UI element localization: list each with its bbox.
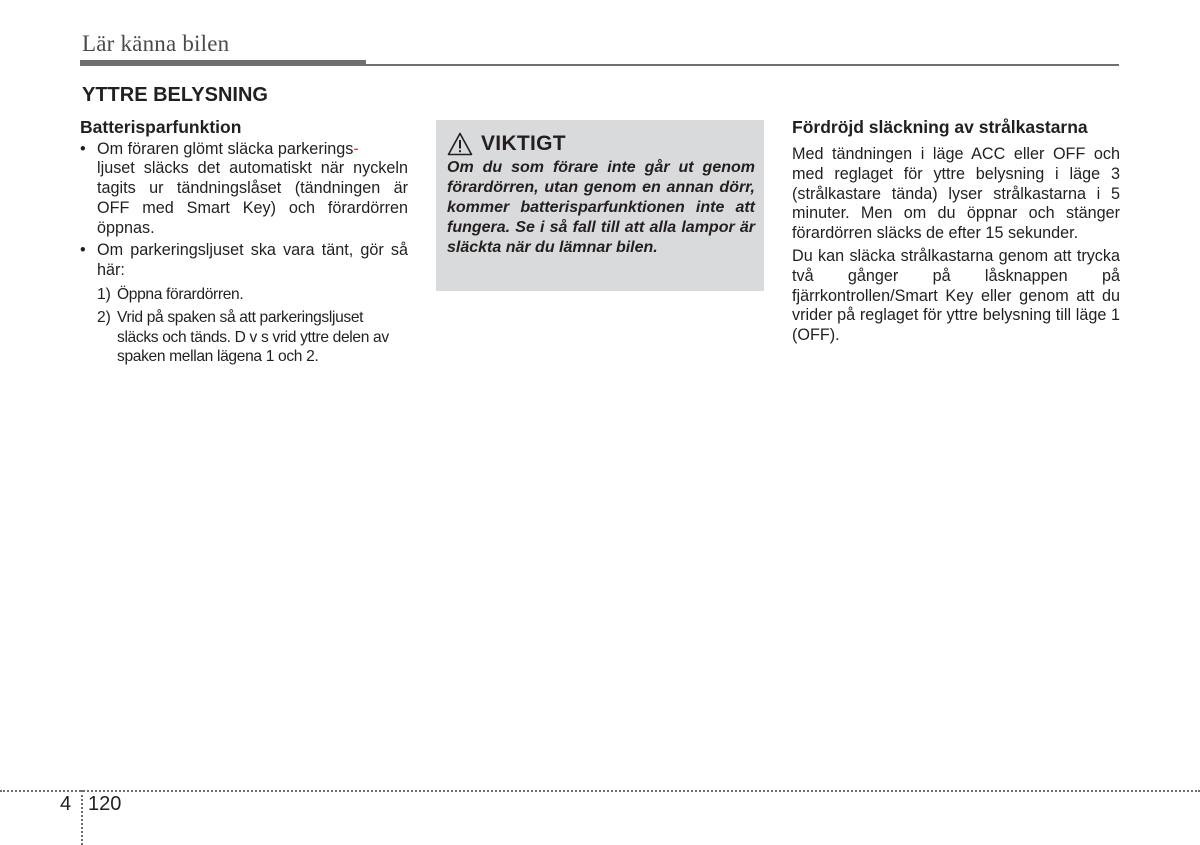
- right-column: [792, 117, 1120, 346]
- header-rule-thin: [366, 64, 1119, 66]
- footer-dotted-rule: [0, 790, 1200, 792]
- step-item: [80, 285, 408, 305]
- hyphen-mark: -: [353, 139, 359, 158]
- paragraph: Med tändningen i läge ACC eller OFF och med reglaget för yttre belysning i läge 3 (strålkastare tända) lyser strålkastarna i 5 minuter. Men om du öppnar och stänger förardörren släcks de efter 15 sekunder.: [792, 145, 1120, 243]
- bullet-text-cont: ljuset släcks det automatiskt när nyckeln tagits ur tändningslåset (tändningen är OFF med Smart Key) och förardörren öppnas.: [97, 159, 408, 237]
- left-column: [80, 117, 408, 367]
- bullet-marker: •: [80, 241, 86, 260]
- warning-box: [436, 120, 764, 291]
- bullet-item: [80, 241, 408, 281]
- header-rule-thick: [80, 60, 366, 66]
- footer-page-number: 120: [88, 793, 122, 815]
- step-number: 1): [97, 286, 111, 304]
- chapter-title: Lär känna bilen: [82, 31, 230, 56]
- battery-saver-heading: Batterisparfunktion: [80, 117, 242, 137]
- warning-title-row: [447, 130, 755, 157]
- bullet-text: Om parkeringsljuset ska vara tänt, gör så här:: [97, 241, 408, 280]
- paragraph: Du kan släcka strålkastarna genom att trycka två gånger på låsknappen på fjärrkontrollen/Smart Key eller genom att du vrider på reglaget för yttre belysning till läge 1 (OFF).: [792, 246, 1120, 345]
- step-item: [80, 308, 408, 367]
- step-text: Öppna förardörren.: [117, 286, 244, 304]
- bullet-text: Om föraren glömt släcka parkerings: [97, 139, 354, 158]
- section-title: YTTRE BELYSNING: [82, 84, 268, 106]
- step-text: Vrid på spaken så att parkeringsljuset släcks och tänds. D v s vrid yttre delen av spaken mellan lägena 1 och 2.: [117, 308, 389, 366]
- warning-title: VIKTIGT: [481, 131, 566, 155]
- bullet-marker: •: [80, 139, 86, 158]
- warning-text: Om du som förare inte går ut genom förardörren, utan genom en annan dörr, kommer batterisparfunktionen inte att fungera. Se i så fall till att alla lampor är släckta när du lämnar bilen.: [447, 159, 755, 256]
- footer-dotted-divider: [81, 790, 83, 845]
- footer-chapter-number: 4: [60, 793, 72, 815]
- step-number: 2): [97, 308, 111, 326]
- warning-triangle-icon: [447, 132, 473, 156]
- bullet-item: [80, 140, 408, 239]
- delayed-off-heading: Fördröjd släckning av strålkastarna: [792, 117, 1088, 137]
